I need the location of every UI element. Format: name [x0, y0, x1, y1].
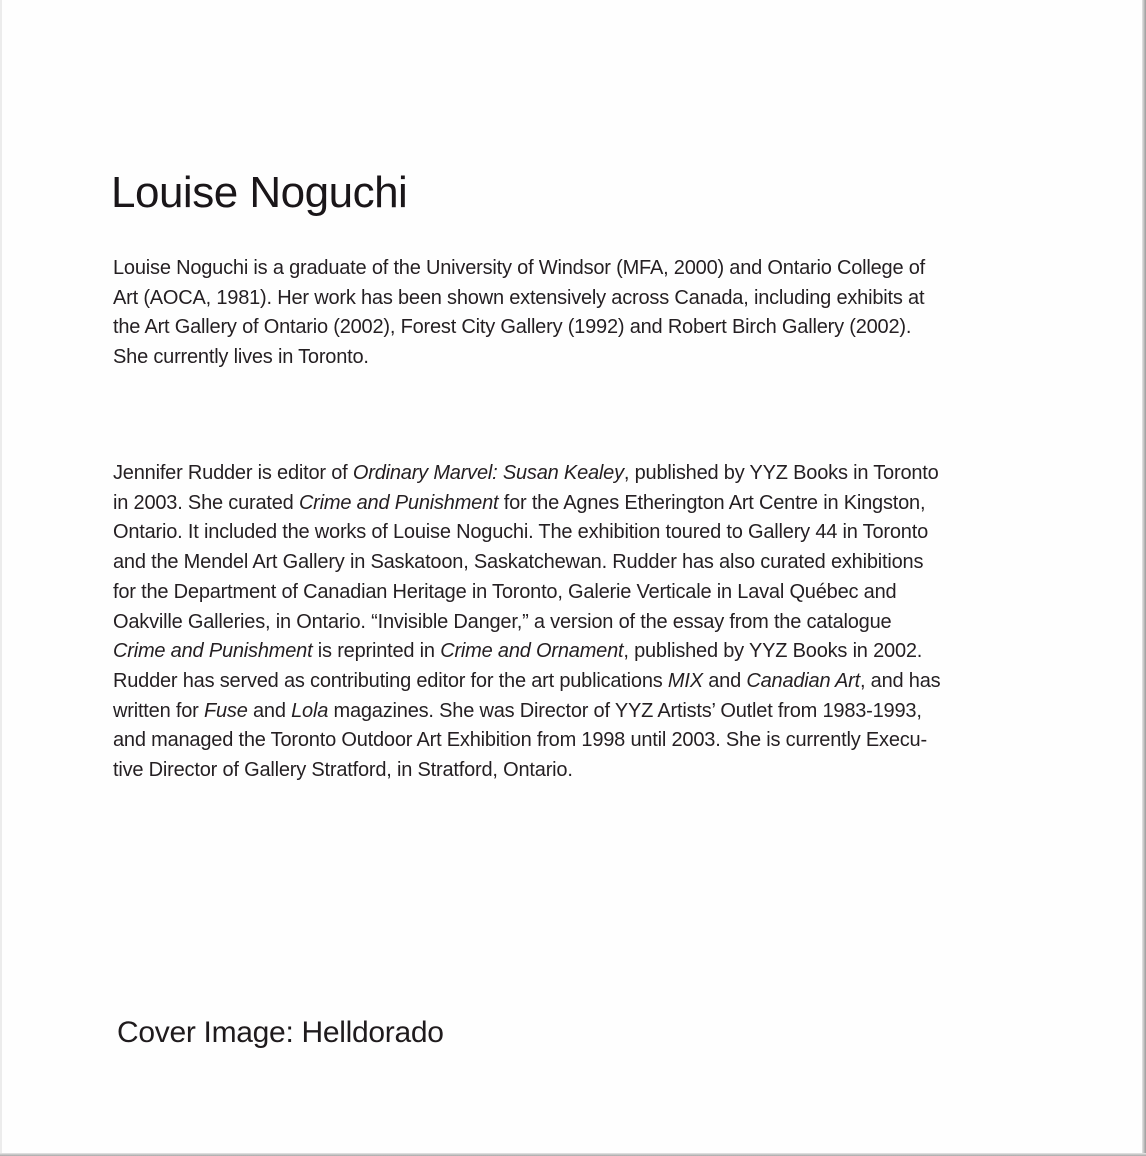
text-run: written for: [113, 699, 204, 722]
curator-bio-line: [113, 518, 940, 548]
text-run: in 2003. She curated: [113, 491, 299, 514]
italic-title: MIX: [667, 669, 703, 692]
text-run: and: [247, 699, 292, 722]
text-run: , published by YYZ Books in Toronto: [623, 462, 939, 484]
cover-caption: Cover Image: Helldorado: [117, 1016, 444, 1049]
curator-bio-line: [113, 667, 940, 697]
curator-bio: [113, 459, 940, 786]
italic-title: Ordinary Marvel: Susan Kealey: [352, 462, 624, 484]
curator-bio-line: [113, 489, 940, 519]
curator-bio-line: [113, 697, 940, 727]
text-run: , and has: [859, 669, 941, 692]
text-run: and managed the Toronto Outdoor Art Exhibition from 1998 until 2003. She is currently Execu-: [113, 729, 927, 752]
curator-bio-line: [113, 608, 940, 638]
text-run: and: [702, 669, 747, 692]
text-run: Ontario. It included the works of Louise Noguchi. The exhibition toured to Gallery 44 in Toronto: [113, 521, 928, 544]
text-run: magazines. She was Director of YYZ Artists’ Outlet from 1983-1993,: [328, 699, 922, 722]
curator-bio-line: [113, 459, 940, 489]
italic-title: Crime and Ornament: [440, 640, 624, 663]
text-run: Jennifer Rudder is editor of: [113, 462, 353, 484]
text-run: tive Director of Gallery Stratford, in Stratford, Ontario.: [113, 759, 573, 782]
italic-title: Canadian Art: [746, 669, 860, 692]
text-run: , published by YYZ Books in 2002.: [623, 640, 923, 663]
italic-title: Crime and Punishment: [298, 491, 499, 514]
bio-line: Louise Noguchi is a graduate of the University of Windsor (MFA, 2000) and Ontario College of: [113, 257, 926, 279]
text-run: for the Department of Canadian Heritage in Toronto, Galerie Verticale in Laval Québec and: [113, 580, 897, 603]
bio-line: Art (AOCA, 1981). Her work has been shown extensively across Canada, including exhibits at: [113, 286, 925, 309]
page-title: Louise Noguchi: [111, 168, 408, 217]
curator-bio-line: [113, 548, 940, 578]
italic-title: Fuse: [203, 699, 248, 722]
curator-bio-line: [113, 726, 940, 756]
italic-title: Lola: [291, 699, 329, 722]
text-run: and the Mendel Art Gallery in Saskatoon, Saskatchewan. Rudder has also curated exhibitions: [113, 551, 924, 574]
text-run: is reprinted in: [312, 640, 441, 663]
page-left-edge: [0, 0, 2, 1156]
text-run: Oakville Galleries, in Ontario. “Invisible Danger,” a version of the essay from the catalogue: [113, 610, 892, 633]
curator-bio-line: [113, 756, 940, 786]
bio-line: She currently lives in Toronto.: [113, 346, 369, 369]
curator-bio-line: [113, 637, 940, 667]
text-run: for the Agnes Etherington Art Centre in Kingston,: [498, 491, 926, 514]
curator-bio-line: [113, 578, 940, 608]
page-right-edge: [1142, 0, 1146, 1156]
artist-bio: [113, 254, 925, 373]
bio-line: the Art Gallery of Ontario (2002), Forest City Gallery (1992) and Robert Birch Gallery (2002).: [113, 316, 912, 339]
italic-title: Crime and Punishment: [113, 640, 313, 663]
text-run: Rudder has served as contributing editor for the art publications: [113, 669, 668, 692]
